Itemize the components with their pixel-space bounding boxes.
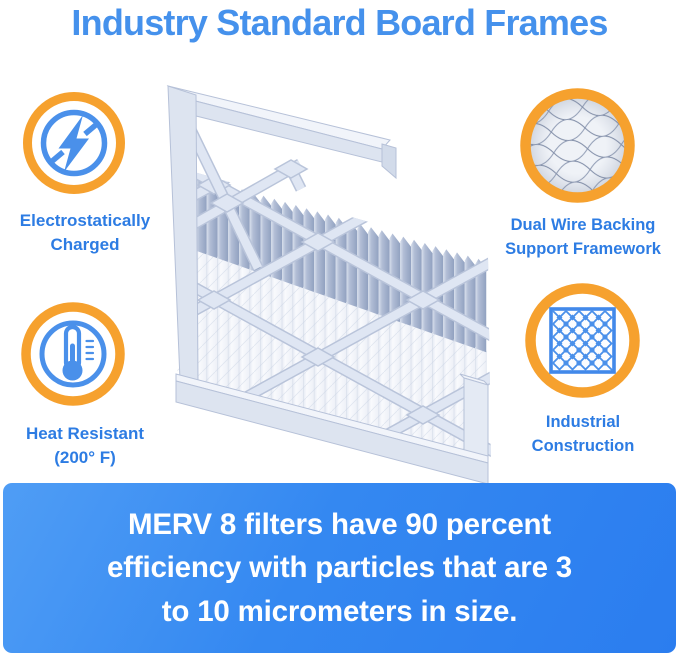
lightning-bolt-icon [23, 92, 125, 194]
wire-mesh-icon [519, 87, 636, 204]
feature-label-line: Heat Resistant [25, 424, 145, 443]
feature-label-line: (200° F) [54, 448, 116, 467]
feature-label-line: Support Framework [505, 240, 661, 258]
feature-label-line: Industrial [545, 413, 621, 431]
feature-label-line: Dual Wire Backing [510, 216, 656, 234]
feature-label-line: Electrostatically [19, 211, 151, 230]
feature-label-electrostatically-charged [0, 209, 170, 257]
thermometer-icon [21, 302, 125, 406]
feature-label-line: Charged [50, 235, 120, 254]
banner-line: efficiency with particles that are 3 [107, 551, 572, 585]
banner-line: MERV 8 filters have 90 percent [127, 507, 552, 541]
air-filter-illustration [150, 60, 510, 490]
banner-line: to 10 micrometers in size. [161, 594, 518, 628]
feature-label-heat-resistant [0, 422, 170, 470]
merv-banner [3, 483, 676, 653]
page-title: Industry Standard Board Frames [71, 2, 608, 43]
feature-label-industrial-construction [494, 410, 672, 458]
feature-label-dual-wire-backing [494, 213, 672, 261]
diamond-lattice-icon [524, 282, 641, 399]
feature-label-line: Construction [531, 437, 635, 455]
